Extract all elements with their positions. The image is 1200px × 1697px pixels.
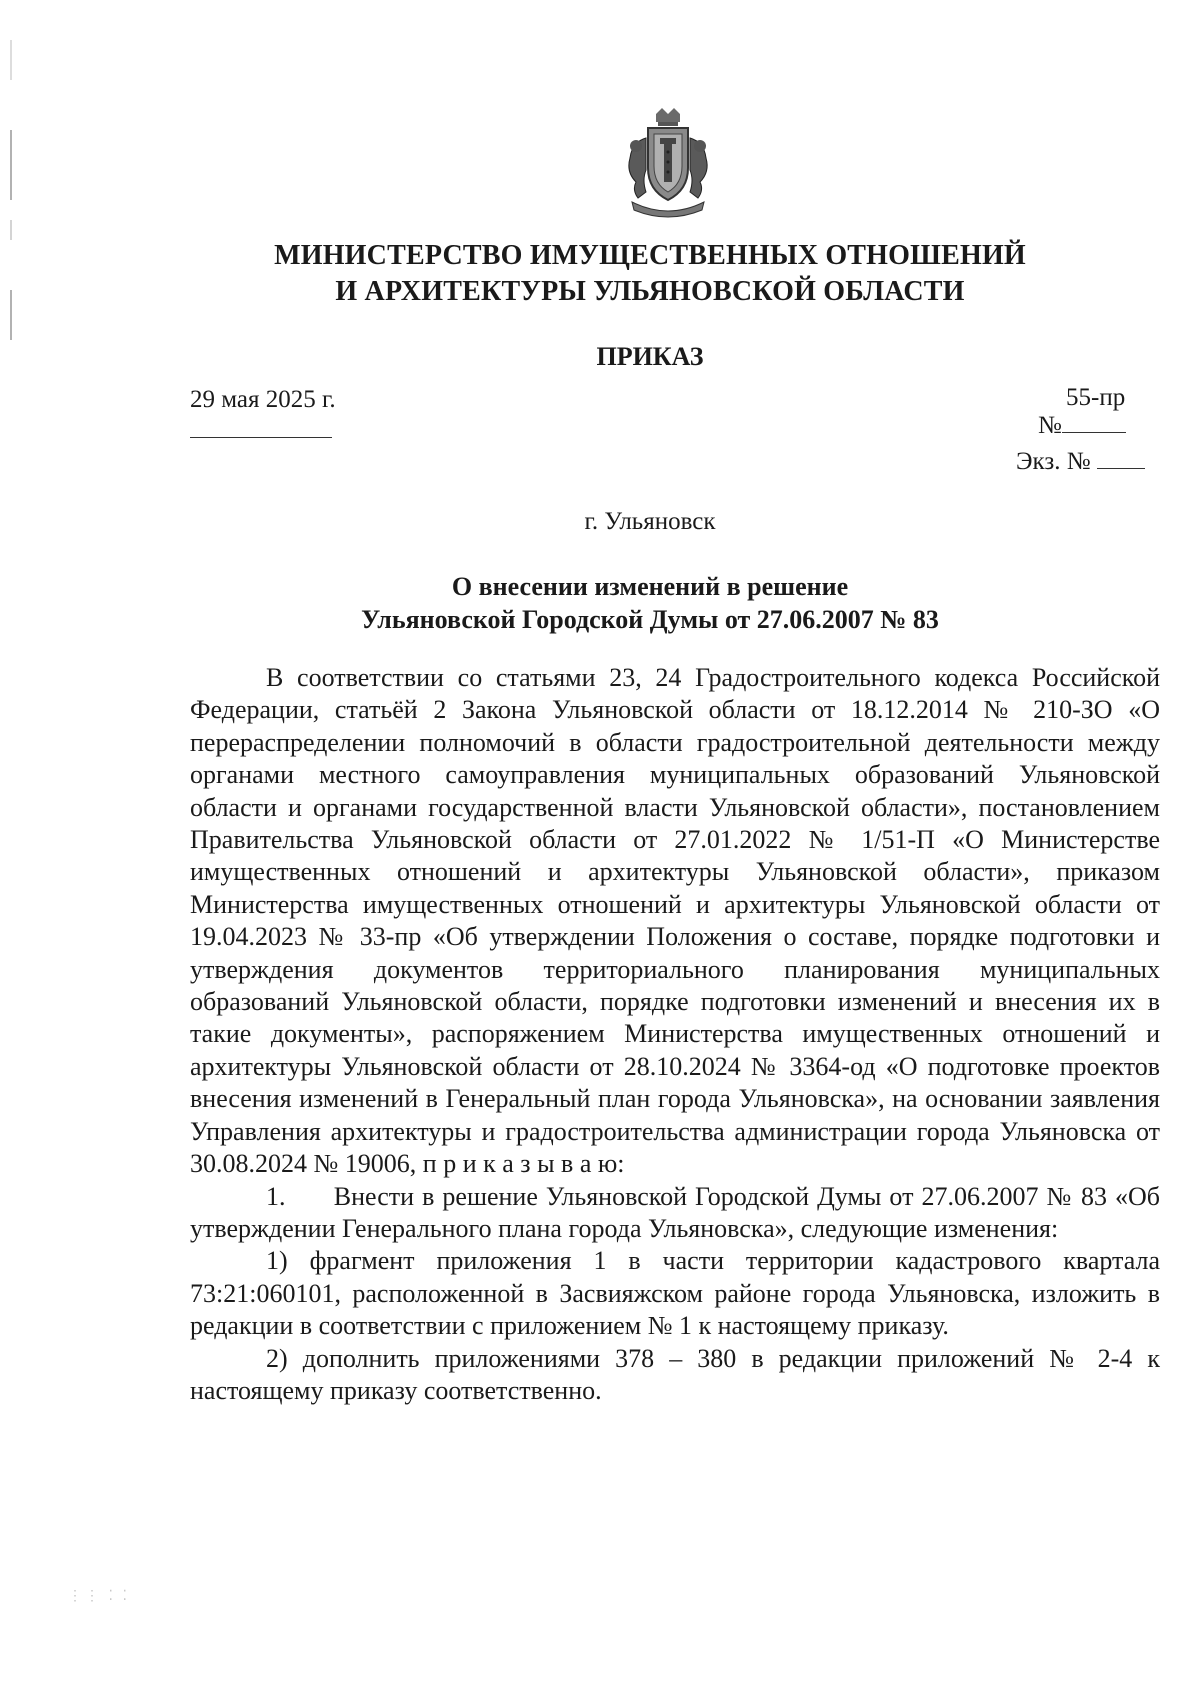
coat-of-arms-icon bbox=[618, 108, 718, 220]
date-underline bbox=[190, 437, 332, 438]
preamble-paragraph: В соответствии со статьями 23, 24 Градостроительного кодекса Российской Федерации, статьёй 2 Закона Ульяновской области от 18.12.2014 № 210-ЗО «О перераспределении полномочий в области градостроительной деятельности между органами местного самоуправления муниципальных образований Ульяновской области и органами государственной власти Ульяновской области», постановлением Правительства Ульяновской области от 27.01.2022 № 1/51-П «О Министерстве имущественных отношений и архитектуры Ульяновской области», приказом Министерства имущественных отношений и архитектуры Ульяновской области от 19.04.2023 № 33-пр «Об утверждении Положения о составе, порядке подготовки и утверждения документов территориального планирования муниципальных образований Ульяновской области, порядке подготовки изменений и внесения их в такие документы», распоряжением Министерства имущественных отношений и архитектуры Ульяновской области от 28.10.2024 № 3364-од «О подготовке проектов внесения изменений в Генеральный план города Ульяновска», на основании заявления Управления архитектуры и градостроительства администрации города Ульяновска от 30.08.2024 № 19006, п р и к а з ы в а ю: bbox=[190, 663, 1160, 1179]
order-subject bbox=[200, 570, 1100, 636]
item-1-1-paragraph: 1) фрагмент приложения 1 в части территории кадастрового квартала 73:21:060101, расположенной в Засвияжском районе города Ульяновска, изложить в редакции в соответствии с приложением № 1 к настоящему приказу. bbox=[190, 1246, 1160, 1341]
item-1-paragraph: 1. Внести в решение Ульяновской Городской Думы от 27.06.2007 № 83 «Об утверждении Генерального плана города Ульяновска», следующие изменения: bbox=[190, 1181, 1167, 1243]
city: г. Ульяновск bbox=[584, 508, 716, 535]
scan-margin-marks bbox=[10, 40, 12, 400]
copy-number-blank bbox=[1097, 446, 1145, 469]
order-number-label: № bbox=[1038, 412, 1062, 439]
ministry-name bbox=[200, 238, 1100, 310]
ministry-name-line1: МИНИСТЕРСТВО ИМУЩЕСТВЕННЫХ ОТНОШЕНИЙ bbox=[274, 240, 1026, 271]
document-type-heading: ПРИКАЗ bbox=[596, 342, 704, 371]
order-subject-line2: Ульяновской Городской Думы от 27.06.2007 № 83 bbox=[361, 605, 939, 634]
copy-number-label: Экз. № bbox=[1016, 448, 1091, 475]
order-number-blank bbox=[1062, 410, 1126, 433]
item-1-2-paragraph: 2) дополнить приложениями 378 – 380 в редакции приложений № 2-4 к настоящему приказу соответственно. bbox=[190, 1343, 1160, 1405]
order-number-row bbox=[1038, 410, 1126, 440]
copy-number-row bbox=[1016, 446, 1145, 476]
ministry-name-line2: И АРХИТЕКТУРЫ УЛЬЯНОВСКОЙ ОБЛАСТИ bbox=[335, 276, 965, 307]
order-date: 29 мая 2025 г. bbox=[190, 386, 336, 413]
order-subject-line1: О внесении изменений в решение bbox=[451, 572, 849, 601]
order-body bbox=[190, 662, 1167, 1407]
order-number-value: 55-пр bbox=[1066, 384, 1126, 411]
faint-scan-artifact: ⋮⋮ ⁚ ⁚ bbox=[68, 1589, 130, 1604]
